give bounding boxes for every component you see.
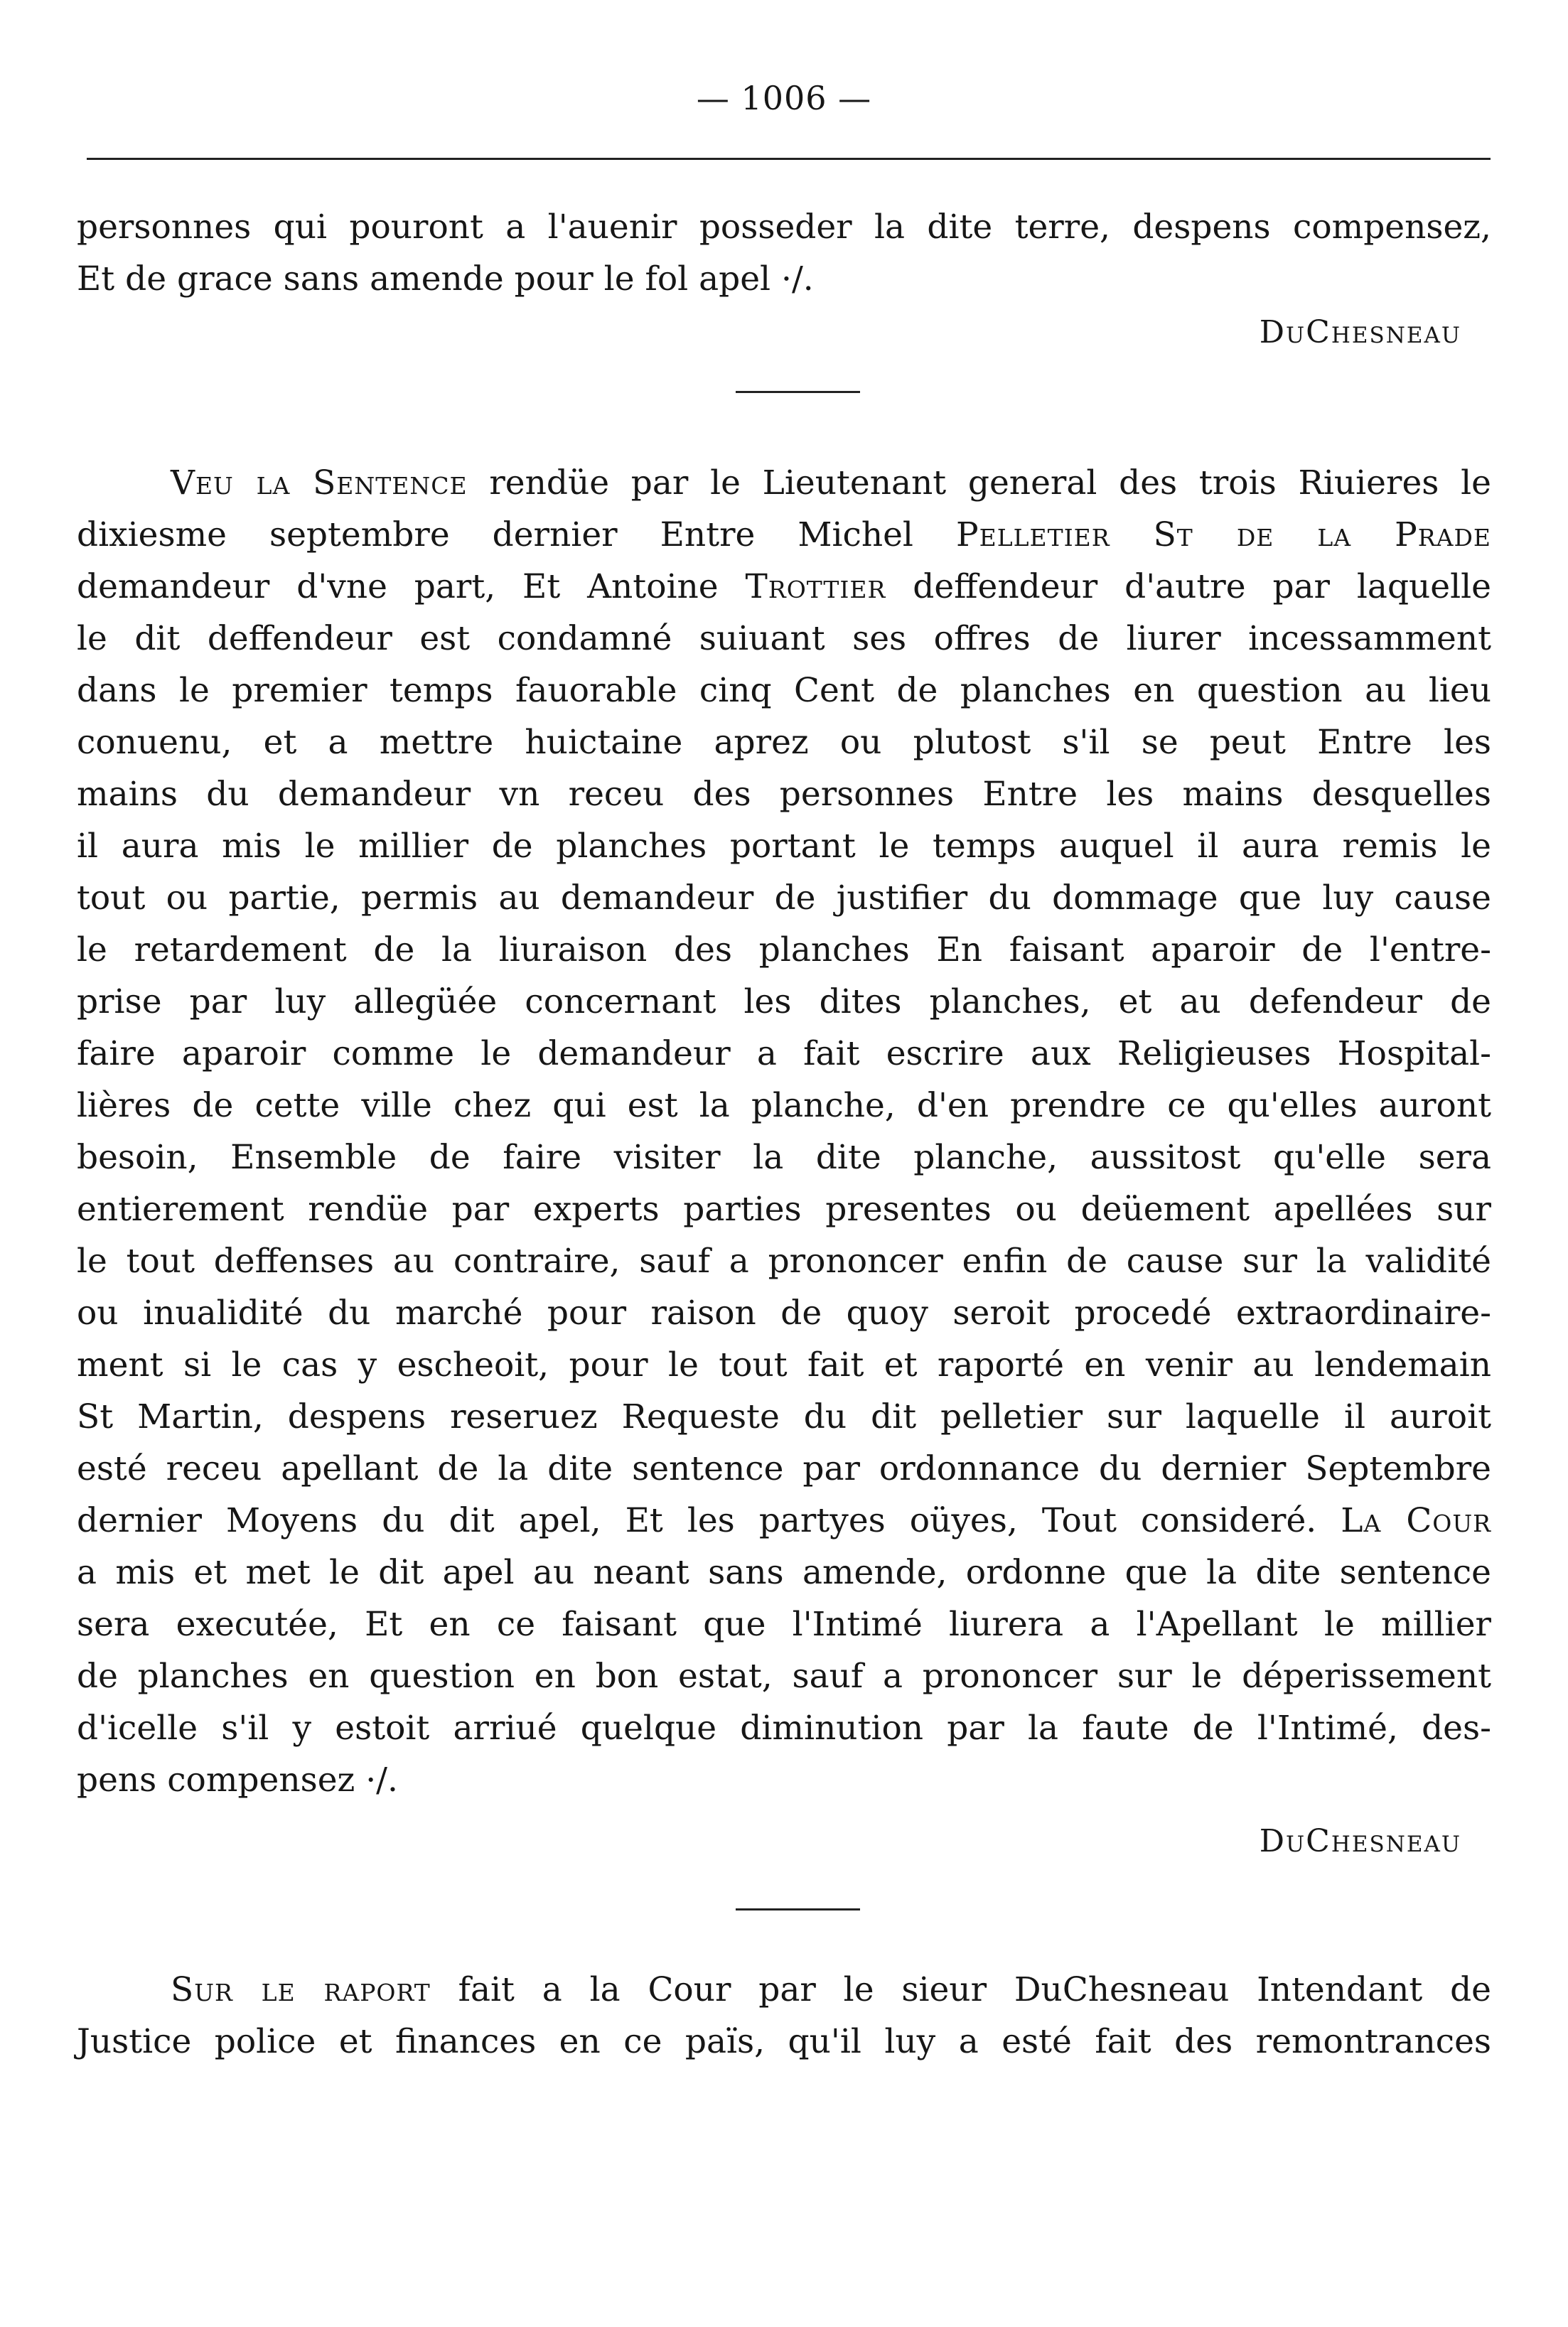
text-line: Veu la Sentence rendüe par le Lieutenant general des trois Riuieres le [171,463,1491,503]
text-line: tout ou partie, permis au demandeur de justifier du dommage que luy cause [77,878,1491,918]
text-line: lières de cette ville chez qui est la planche, d'en prendre ce qu'elles auront [77,1086,1491,1125]
text-line: dixiesme septembre dernier Entre Michel Pelletier St de la Prade [77,515,1491,554]
party-name: Trottier [745,567,886,606]
text-line: ou inualidité du marché pour raison de quoy seroit procedé extraordinaire- [77,1294,1491,1333]
text-line: prise par luy allegüée concernant les dites planches, et au defendeur de [77,982,1491,1021]
section-lead: Sur le raport [171,1970,431,2009]
text-line: Et de grace sans amende pour le fol apel ·/. [77,259,814,299]
text-line: pens compensez ·/. [77,1761,398,1800]
text-line: conuenu, et a mettre huictaine aprez ou plutost s'il se peut Entre les [77,723,1491,762]
text-line: personnes qui pouront a l'auenir posseder la dite terre, despens compensez, [77,208,1491,247]
text-line: a mis et met le dit apel au neant sans amende, ordonne que la dite sentence [77,1553,1491,1592]
text-line: sera executée, Et en ce faisant que l'Intimé liurera a l'Apellant le millier [77,1605,1491,1644]
text-line: dernier Moyens du dit apel, Et les partyes oüyes, Tout consideré. La Cour [77,1501,1492,1540]
header-rule [87,158,1491,160]
text-line: d'icelle s'il y estoit arriué quelque diminution par la faute de l'Intimé, des- [77,1709,1491,1748]
party-name: Pelletier St de la Prade [955,515,1491,554]
text-line: il aura mis le millier de planches portant le temps auquel il aura remis le [77,827,1491,866]
text-line: mains du demandeur vn receu des personnes Entre les mains desquelles [77,775,1491,814]
text-line: le tout deffenses au contraire, sauf a prononcer enfin de cause sur la validité [77,1242,1491,1281]
signature: DuChesneau [1259,314,1461,350]
text-line: de planches en question en bon estat, sauf a prononcer sur le déperissement [77,1657,1491,1696]
text-line: Sur le raport fait a la Cour par le sieur DuChesneau Intendant de [171,1970,1491,2009]
section-divider [736,391,860,393]
court-name: La Cour [1341,1501,1492,1540]
page-number: — 1006 — [696,79,872,117]
text-line: faire aparoir comme le demandeur a fait escrire aux Religieuses Hospital- [77,1034,1491,1073]
text-line: le dit deffendeur est condamné suiuant ses offres de liurer incessamment [77,619,1491,658]
text-line: le retardement de la liuraison des planches En faisant aparoir de l'entre- [77,930,1491,969]
text-line: besoin, Ensemble de faire visiter la dite planche, aussitost qu'elle sera [77,1138,1491,1177]
text-line: ment si le cas y escheoit, pour le tout fait et raporté en venir au lendemain [77,1345,1491,1385]
text-line: St Martin, despens reseruez Requeste du dit pelletier sur laquelle il auroit [77,1397,1491,1436]
text-line: entierement rendüe par experts parties presentes ou deüement apellées sur [77,1190,1491,1229]
signature: DuChesneau [1259,1823,1461,1859]
section-divider [736,1908,860,1910]
text-line: Justice police et finances en ce païs, qu'il luy a esté fait des remontrances [77,2022,1491,2061]
text-line: dans le premier temps fauorable cinq Cent de planches en question au lieu [77,671,1491,710]
text-line: esté receu apellant de la dite sentence par ordonnance du dernier Septembre [77,1449,1491,1488]
section-lead: Veu la Sentence [171,463,468,503]
text-line: demandeur d'vne part, Et Antoine Trottier deffendeur d'autre par laquelle [77,567,1491,606]
